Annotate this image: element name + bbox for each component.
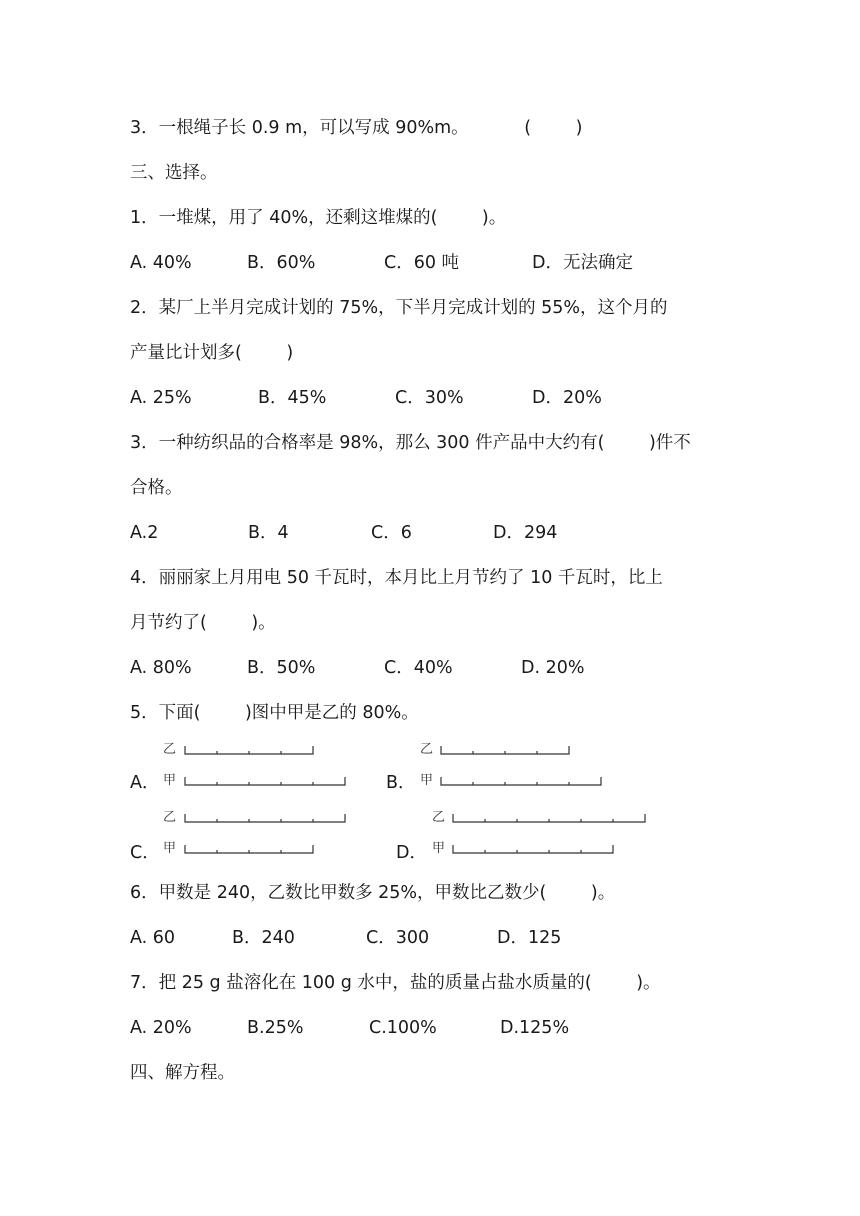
- q2-option-a: A. 25%: [130, 388, 192, 408]
- q5-d-jia-label: 甲: [432, 841, 446, 856]
- q5-b-jia-segment: [440, 773, 608, 789]
- q3-text-line2: 合格。: [130, 478, 183, 498]
- q5-c-yi-segment: [184, 810, 350, 826]
- q5-a-jia-segment: [184, 773, 319, 789]
- q4-option-a: A. 80%: [130, 658, 192, 678]
- q5-b-yi-label: 乙: [420, 742, 434, 757]
- q2-text-line1: 2．某厂上半月完成计划的 75%，下半月完成计划的 55%，这个月的: [130, 298, 668, 318]
- q7-option-b: B.25%: [247, 1018, 304, 1038]
- q2-option-b: B．45%: [258, 388, 327, 408]
- judge-question-3: 3．一根绳子长 0.9 m，可以写成 90%m。 ( ): [130, 118, 583, 138]
- q3-option-c: C．6: [371, 523, 412, 543]
- q1-option-d: D．无法确定: [532, 253, 633, 273]
- q5-c-jia-label: 甲: [163, 841, 177, 856]
- q7-option-a: A. 20%: [130, 1018, 192, 1038]
- q6-option-c: C．300: [366, 928, 430, 948]
- q4-option-b: B．50%: [247, 658, 316, 678]
- q5-b-jia-label: 甲: [420, 773, 434, 788]
- q3-text-line1: 3．一种纺织品的合格率是 98%，那么 300 件产品中大约有( )件不: [130, 433, 691, 453]
- q5-d-jia-segment: [452, 841, 618, 857]
- q6-option-a: A. 60: [130, 928, 176, 948]
- q2-option-d: D．20%: [532, 388, 602, 408]
- q2-text-line2: 产量比计划多( ): [130, 343, 294, 363]
- q1-option-a: A. 40%: [130, 253, 192, 273]
- q6-option-b: B．240: [232, 928, 295, 948]
- q5-text: 5．下面( )图中甲是乙的 80%。: [130, 703, 419, 723]
- q1-text: 1．一堆煤，用了 40%，还剩这堆煤的( )。: [130, 208, 507, 228]
- q5-option-d: D．: [396, 843, 427, 863]
- q4-option-c: C．40%: [384, 658, 453, 678]
- q3-option-a: A.2: [130, 523, 159, 543]
- q5-option-b: B．: [386, 773, 416, 793]
- q4-option-d: D. 20%: [521, 658, 585, 678]
- q1-option-b: B．60%: [247, 253, 316, 273]
- q6-text: 6．甲数是 240，乙数比甲数多 25%，甲数比乙数少( )。: [130, 883, 616, 903]
- q5-a-yi-segment: [184, 742, 294, 758]
- q1-option-c: C．60 吨: [384, 253, 460, 273]
- q3-option-d: D．294: [493, 523, 558, 543]
- q5-d-yi-label: 乙: [432, 810, 446, 825]
- q5-option-a: A．: [130, 773, 160, 793]
- q4-text-line2: 月节约了( )。: [130, 613, 276, 633]
- q7-option-c: C.100%: [369, 1018, 437, 1038]
- q7-text: 7．把 25 g 盐溶化在 100 g 水中，盐的质量占盐水质量的( )。: [130, 973, 661, 993]
- q4-text-line1: 4．丽丽家上月用电 50 千瓦时，本月比上月节约了 10 千瓦时，比上: [130, 568, 663, 588]
- q3-option-b: B．4: [248, 523, 289, 543]
- q2-option-c: C．30%: [395, 388, 464, 408]
- section-4-title: 四、解方程。: [130, 1063, 235, 1083]
- q6-option-d: D．125: [497, 928, 562, 948]
- q5-d-yi-segment: [452, 810, 650, 826]
- q7-option-d: D.125%: [500, 1018, 570, 1038]
- section-3-title: 三、选择。: [130, 163, 218, 183]
- q5-a-jia-label: 甲: [163, 773, 177, 788]
- q5-a-yi-label: 乙: [163, 742, 177, 757]
- q5-c-jia-segment: [184, 841, 317, 857]
- q5-b-yi-segment: [440, 742, 575, 758]
- q5-c-yi-label: 乙: [163, 810, 177, 825]
- q5-option-c: C．: [130, 843, 160, 863]
